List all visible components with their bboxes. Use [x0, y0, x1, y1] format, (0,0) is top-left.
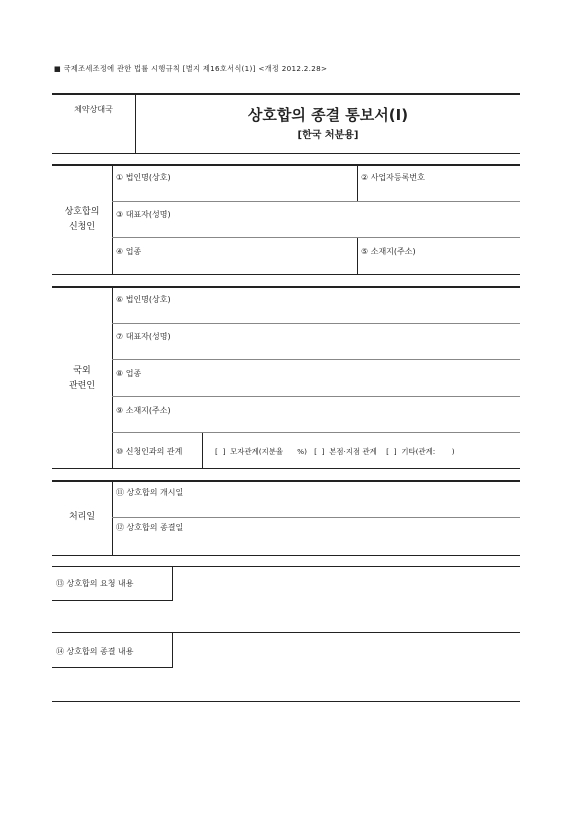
applicant-bottom-rule: [52, 274, 520, 275]
applicant-biz-reg-no-field[interactable]: ② 사업자등록번호: [361, 173, 425, 182]
applicant-label-line2: 신청인: [68, 222, 96, 232]
foreign-corp-name-field[interactable]: ⑥ 법인명(상호): [116, 295, 171, 304]
conclusion-content-label: ⑭ 상호합의 종결 내용: [56, 647, 134, 656]
relation-options[interactable]: [ ] 모자관계(지분율 %) [ ] 본점·지점 관계 [ ] 기타(관계: ): [215, 447, 455, 456]
title-bottom-rule: [52, 153, 520, 154]
applicant-top-rule: [52, 164, 520, 166]
applicant-address-field[interactable]: ⑤ 소재지(주소): [361, 247, 416, 256]
agreement-start-date-field[interactable]: ⑪ 상호합의 개시일: [116, 488, 184, 497]
foreign-label-line2: 관련인: [68, 381, 96, 391]
foreign-label-line1: 국외: [73, 366, 91, 376]
relation-label: ⑩ 신청인과의 관계: [116, 447, 183, 456]
foreign-section-label: [52, 364, 112, 394]
form-reference-note: ■ 국제조세조정에 관한 법률 시행규칙 [별지 제16호서식(1)] <개정 2012.2.28>: [54, 64, 328, 73]
applicant-row-sep: [112, 201, 520, 202]
applicant-corp-name-field[interactable]: ① 법인명(상호): [116, 173, 171, 182]
title-top-rule: [52, 93, 520, 95]
conclusion-bottom-rule: [52, 701, 520, 702]
foreign-address-field[interactable]: ⑨ 소재지(주소): [116, 406, 171, 415]
processing-bottom-rule: [52, 555, 520, 556]
foreign-representative-field[interactable]: ⑦ 대표자(성명): [116, 332, 171, 341]
applicant-section-label: [52, 205, 112, 235]
applicant-label-divider: [112, 166, 113, 274]
request-content-area[interactable]: [173, 567, 520, 631]
conclusion-content-area[interactable]: [173, 633, 520, 701]
foreign-label-divider: [112, 288, 113, 468]
request-content-label: ⑬ 상호합의 요청 내용: [56, 579, 134, 588]
applicant-representative-field[interactable]: ③ 대표자(성명): [116, 210, 171, 219]
agreement-end-date-field[interactable]: ⑫ 상호합의 종결일: [116, 523, 184, 532]
foreign-business-type-field[interactable]: ⑧ 업종: [116, 369, 142, 378]
foreign-row-sep: [112, 359, 520, 360]
foreign-row-sep: [112, 432, 520, 433]
form-title: 상호합의 종결 통보서(I): [247, 106, 409, 124]
foreign-top-rule: [52, 286, 520, 288]
applicant-row1-divider: [357, 166, 358, 201]
counterpart-country-label: 체약상대국: [74, 105, 113, 114]
foreign-row-sep: [112, 323, 520, 324]
applicant-row-sep: [112, 237, 520, 238]
foreign-row-sep: [112, 396, 520, 397]
processing-row-sep: [112, 517, 520, 518]
processing-section-label: 처리일: [68, 512, 96, 522]
applicant-label-line1: 상호합의: [64, 207, 100, 217]
processing-label-divider: [112, 482, 113, 555]
applicant-business-type-field[interactable]: ④ 업종: [116, 247, 142, 256]
conclusion-label-underline: [52, 667, 172, 668]
foreign-bottom-rule: [52, 468, 520, 469]
applicant-row3-divider: [357, 238, 358, 274]
relation-divider: [202, 433, 203, 468]
processing-top-rule: [52, 480, 520, 482]
form-subtitle: [한국 처분용]: [297, 130, 359, 141]
request-label-underline: [52, 600, 172, 601]
